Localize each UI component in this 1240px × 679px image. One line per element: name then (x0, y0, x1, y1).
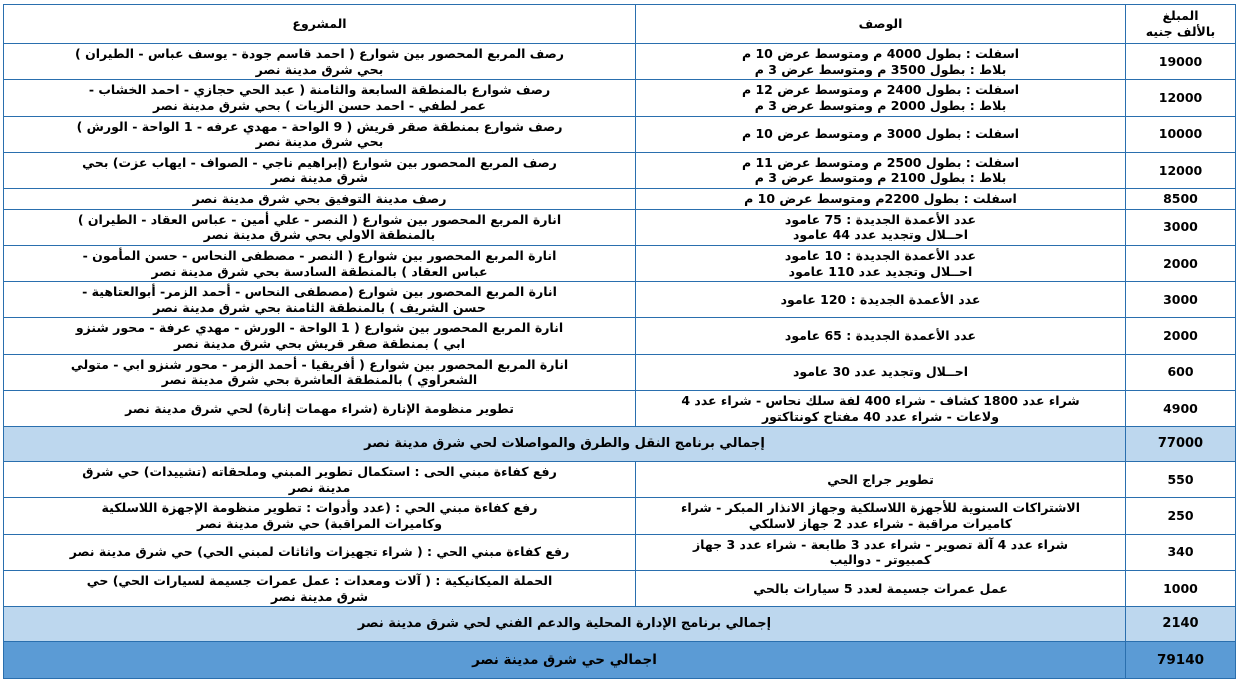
project-line: عمر لطفي - احمد حسن الزيات ) بحي شرق مدينة نصر (153, 97, 486, 113)
table-body (4, 44, 1236, 679)
project-line: بحي شرق مدينة نصر (255, 134, 384, 150)
cell-project (4, 209, 636, 245)
cell-project (4, 80, 636, 116)
cell-description (636, 152, 1126, 188)
table-row (4, 152, 1236, 188)
column-header-amount (1126, 5, 1236, 44)
desc-line: احــلال وتجديد عدد 44 عامود (793, 227, 968, 243)
cell-description (636, 80, 1126, 116)
table-row (4, 462, 1236, 498)
desc-line: عمل عمرات جسيمة لعدد 5 سيارات بالحي (753, 580, 1008, 596)
column-header-description: الوصف (636, 5, 1126, 44)
project-line: انارة المربع المحصور بين شوارع (مصطفى النحاس - أحمد الزمر- أبوالعتاهية - (82, 284, 557, 300)
project-line: رصف المربع المحصور بين شوارع (إبراهيم ناجي - الصواف - ايهاب عزت) بحي (82, 154, 557, 170)
cell-project (4, 44, 636, 80)
cell-project (4, 570, 636, 606)
subtotal-row-transport (4, 427, 1236, 462)
table-row (4, 44, 1236, 80)
desc-line: اسفلت : بطول 4000 م ومتوسط عرض 10 م (741, 46, 1020, 61)
cell-description (636, 318, 1126, 354)
table-header (4, 5, 1236, 44)
desc-line: احــلال وتجديد عدد 30 عامود (793, 364, 968, 380)
cell-description (636, 245, 1126, 281)
project-line: تطوير منظومة الإنارة (شراء مهمات إنارة) لحي شرق مدينة نصر (125, 400, 514, 416)
cell-amount: 2140 (1126, 607, 1236, 642)
project-line: حسن الشريف ) بالمنطقة الثامنة بحي شرق مدينة نصر (153, 299, 486, 315)
cell-label: إجمالي برنامج النقل والطرق والمواصلات لحي شرق مدينة نصر (4, 427, 1126, 462)
desc-line: اسفلت : بطول 3000 م ومتوسط عرض 10 م (741, 126, 1020, 142)
project-line: بحي شرق مدينة نصر (255, 61, 384, 77)
desc-line: بلاط : بطول 2000 م ومتوسط عرض 3 م (754, 97, 1007, 113)
project-line: ابي ) بمنطقة صقر قريش بحي شرق مدينة نصر (174, 336, 465, 351)
table-row (4, 534, 1236, 570)
cell-project (4, 498, 636, 534)
cell-description (636, 570, 1126, 606)
cell-project (4, 390, 636, 426)
desc-line: شراء عدد 1800 كشاف - شراء 400 لفة سلك نحاس - شراء عدد 4 (681, 392, 1080, 408)
cell-project (4, 534, 636, 570)
column-header-project: المشروع (4, 5, 636, 44)
cell-description (636, 462, 1126, 498)
cell-amount: 8500 (1126, 189, 1236, 210)
budget-table (3, 4, 1236, 679)
cell-amount: 340 (1126, 534, 1236, 570)
cell-amount: 4900 (1126, 390, 1236, 426)
cell-amount: 12000 (1126, 80, 1236, 116)
project-line: شرق مدينة نصر (270, 170, 369, 186)
desc-line: عدد الأعمدة الجديدة : 10 عامود (784, 247, 977, 263)
project-line: رصف شوارع بمنطقة صقر قريش ( 9 الواحة - مهدي عرفه - 1 الواحة - الورش ) (76, 118, 563, 134)
project-line: انارة المربع المحصور بين شوارع ( أفريقيا - أحمد الزمر - محور شنزو ابي - متولي (70, 356, 569, 372)
table-row (4, 209, 1236, 245)
project-line: رفع كفاءة مبني الحي : ( شراء تجهيزات واثاثات لمبني الحي) حي شرق مدينة نصر (69, 544, 570, 560)
project-line: عباس العقاد ) بالمنطقة السادسة بحي شرق مدينة نصر (151, 263, 488, 279)
table-row (4, 80, 1236, 116)
project-line: انارة المربع المحصور بين شوارع ( 1 الواحة - الورش - مهدي عرفة - محور شنزو (75, 320, 564, 336)
cell-project (4, 152, 636, 188)
table-row (4, 570, 1236, 606)
cell-amount: 1000 (1126, 570, 1236, 606)
project-line: مدينة نصر (288, 479, 351, 495)
cell-description (636, 354, 1126, 390)
cell-amount: 10000 (1126, 116, 1236, 152)
cell-amount: 600 (1126, 354, 1236, 390)
cell-description (636, 189, 1126, 210)
table-row (4, 498, 1236, 534)
desc-line: اسفلت : بطول 2200م ومتوسط عرض 10 م (744, 191, 1017, 206)
cell-amount: 2000 (1126, 318, 1236, 354)
project-line: بالمنطقة الاولي بحي شرق مدينة نصر (203, 227, 436, 243)
project-line: انارة المربع المحصور بين شوارع ( النصر - مصطفى النحاس - حسن المأمون - (82, 247, 557, 263)
amount-header-line1: المبلغ (1162, 8, 1199, 24)
desc-line: كاميرات مراقبة - شراء عدد 2 جهاز لاسلكي (748, 516, 1013, 531)
desc-line: بلاط : بطول 2100 م ومتوسط عرض 3 م (754, 170, 1007, 186)
project-line: رصف شوارع بالمنطقة السابعة والثامنة ( عبد الحي حجازي - احمد الخشاب - (88, 82, 551, 98)
table-row (4, 390, 1236, 426)
table-row (4, 318, 1236, 354)
desc-line: اسفلت : بطول 2500 م ومتوسط عرض 11 م (741, 154, 1020, 170)
desc-line: عدد الأعمدة الجديدة : 75 عامود (784, 211, 977, 227)
cell-description (636, 498, 1126, 534)
header-row (4, 5, 1236, 44)
cell-amount: 79140 (1126, 642, 1236, 679)
cell-amount: 3000 (1126, 282, 1236, 318)
cell-project (4, 318, 636, 354)
project-line: رصف مدينة التوفيق بحي شرق مدينة نصر (192, 191, 447, 206)
project-line: شرق مدينة نصر (270, 588, 369, 604)
project-line: الحملة الميكانيكية : ( آلات ومعدات : عمل عمرات جسيمة لسيارات الحي) حي (86, 572, 553, 588)
subtotal-row-administration (4, 607, 1236, 642)
table-row (4, 282, 1236, 318)
project-line: رصف المربع المحصور بين شوارع ( احمد قاسم جودة - يوسف عباس - الطيران ) (75, 46, 564, 61)
desc-line: تطوير جراج الحي (827, 471, 934, 487)
desc-line: احــلال وتجديد عدد 110 عامود (788, 263, 973, 279)
desc-line: عدد الأعمدة الجديدة : 120 عامود (780, 291, 981, 307)
cell-amount: 550 (1126, 462, 1236, 498)
desc-line: الاشتراكات السنوية للأجهزة اللاسلكية وجهاز الانذار المبكر - شراء (680, 500, 1081, 516)
desc-line: شراء عدد 4 آلة تصوير - شراء عدد 3 طابعة - شراء عدد 3 جهاز (692, 536, 1068, 552)
table-row (4, 116, 1236, 152)
desc-line: كمبيوتر - دواليب (829, 552, 932, 568)
project-line: الشعراوي ) بالمنطقة العاشرة بحي شرق مدينة نصر (161, 372, 478, 388)
project-line: وكاميرات المراقبة) حي شرق مدينة نصر (197, 516, 442, 531)
cell-project (4, 462, 636, 498)
cell-amount: 12000 (1126, 152, 1236, 188)
amount-header-line2: بالألف جنيه (1145, 24, 1216, 39)
cell-description (636, 390, 1126, 426)
cell-amount: 77000 (1126, 427, 1236, 462)
project-line: رفع كفاءة مبني الحى : استكمال تطوير المبني وملحقاته (تشييدات) حي شرق (82, 464, 557, 480)
desc-line: اسفلت : بطول 2400 م ومتوسط عرض 12 م (741, 82, 1020, 98)
table-row (4, 354, 1236, 390)
cell-project (4, 116, 636, 152)
table-row (4, 245, 1236, 281)
cell-amount: 19000 (1126, 44, 1236, 80)
cell-amount: 3000 (1126, 209, 1236, 245)
cell-label: إجمالي برنامج الإدارة المحلية والدعم الفني لحي شرق مدينة نصر (4, 607, 1126, 642)
cell-amount: 2000 (1126, 245, 1236, 281)
desc-line: ولاعات - شراء عدد 40 مفتاح كونتاكتور (761, 408, 1000, 424)
cell-amount: 250 (1126, 498, 1236, 534)
cell-project (4, 189, 636, 210)
cell-description (636, 116, 1126, 152)
grand-total-row (4, 642, 1236, 679)
project-line: انارة المربع المحصور بين شوارع ( النصر - علي أمين - عباس العقاد - الطيران ) (77, 211, 562, 227)
cell-label: اجمالي حي شرق مدينة نصر (4, 642, 1126, 679)
project-line: رفع كفاءة مبني الحي : (عدد وأدوات : تطوير منظومة الإجهزة اللاسلكية (101, 500, 538, 516)
cell-description (636, 44, 1126, 80)
desc-line: بلاط : بطول 3500 م ومتوسط عرض 3 م (754, 61, 1007, 77)
cell-project (4, 282, 636, 318)
cell-description (636, 534, 1126, 570)
cell-description (636, 282, 1126, 318)
table-row (4, 189, 1236, 210)
cell-project (4, 354, 636, 390)
cell-description (636, 209, 1126, 245)
desc-line: عدد الأعمدة الجديدة : 65 عامود (784, 328, 977, 344)
cell-project (4, 245, 636, 281)
